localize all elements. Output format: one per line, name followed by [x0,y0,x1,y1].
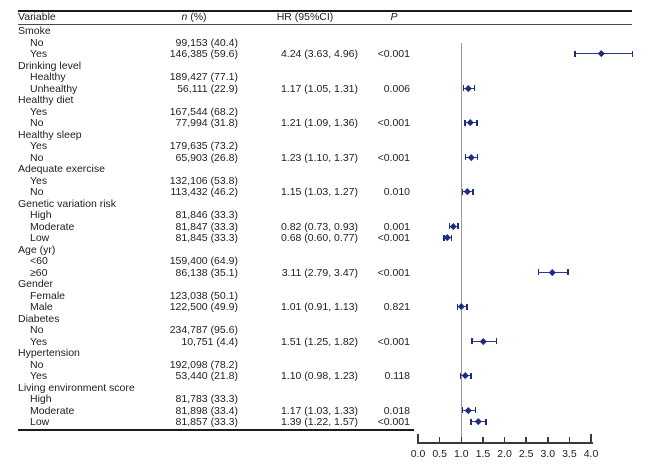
row-p-value [362,325,412,337]
row-n-value: 53,440 (21.8) [175,370,238,382]
error-bar-cap [462,189,464,195]
error-bar-cap [474,85,476,91]
error-bar-cap [471,338,473,344]
table-row [18,187,412,199]
row-label: Moderate [30,220,75,233]
row-hr-value: 3.11 (2.79, 3.47) [281,266,358,279]
row-n-value: 234,787 (95.6) [169,324,238,336]
row-n-value: 179,635 (73.2) [169,140,238,152]
row-hr-value [238,95,362,107]
row-label: No [30,186,44,198]
table-row [18,371,412,383]
row-hr-value [238,256,362,268]
row-p-value [362,141,412,153]
point-estimate-marker [462,372,468,378]
row-n-value [150,279,238,291]
axis-tick [504,437,506,442]
axis-tick [417,434,419,442]
error-bar [463,191,473,192]
row-label: <60 [30,255,48,267]
error-bar [471,421,486,422]
row-label: Yes [30,140,48,152]
row-hr-value: 1.21 (1.09, 1.36) [280,117,358,129]
row-label: High [30,209,52,221]
row-hr-value [238,279,362,291]
row-hr-value [238,383,362,395]
row-label: Genetic variation risk [18,197,117,210]
axis-tick [525,437,527,442]
point-estimate-marker [465,407,471,413]
table-header-row [18,11,412,24]
row-hr-value: 1.10 (0.98, 1.23) [280,370,358,382]
axis-tick [439,437,441,442]
row-label: Yes [30,48,48,60]
row-n-value: 86,138 (35.1) [175,266,238,279]
row-hr-value [238,130,362,142]
row-hr-value: 1.51 (1.25, 1.82) [280,335,358,348]
table-row [18,141,412,153]
point-estimate-marker [475,418,481,424]
table-row [18,394,412,406]
error-bar [444,237,451,238]
error-bar-cap [470,373,472,379]
group-row [18,26,412,38]
row-hr-value: 1.39 (1.22, 1.57) [280,416,358,428]
axis-tick [590,434,592,442]
axis-tick-label: 1.5 [475,448,491,460]
row-label: Male [30,301,53,313]
row-label: Healthy diet [18,94,74,106]
table-row [18,210,412,222]
error-bar-cap [632,51,634,57]
point-estimate-marker [458,303,464,309]
row-p-value: 0.006 [383,82,410,95]
row-hr-value [238,61,362,73]
axis-tick-label: 3.0 [540,448,556,460]
row-n-value: 167,544 (68.2) [169,105,238,118]
row-hr-value [238,199,362,211]
row-n-value: 65,903 (26.8) [175,151,238,164]
row-n-value: 132,106 (53.8) [169,174,238,187]
row-label: Yes [30,335,48,348]
error-bar-cap [485,419,487,425]
row-label: No [30,36,44,49]
error-bar-cap [465,154,467,160]
row-label: ≥60 [30,266,48,279]
row-n-value: 159,400 (64.9) [169,255,238,267]
row-n-value: 189,427 (77.1) [169,71,238,83]
row-p-value [362,26,412,38]
row-n-value: 81,845 (33.3) [175,232,238,244]
row-p-value: <0.001 [377,232,410,244]
error-bar [460,375,471,376]
row-hr-value [238,348,362,360]
axis-tick [547,437,549,442]
row-n-value: 81,846 (33.3) [175,209,238,221]
error-bar [463,88,474,89]
error-bar-cap [470,419,472,425]
row-p-value [362,245,412,257]
point-estimate-marker [464,188,470,194]
row-p-value: 0.821 [383,301,410,313]
point-estimate-marker [444,234,450,240]
error-bar [466,157,478,158]
row-hr-value [238,164,362,176]
row-hr-value [238,210,362,222]
error-bar-cap [464,120,466,126]
point-estimate-marker [549,269,555,275]
error-bar-cap [476,120,478,126]
axis-tick-label: 2.0 [497,448,512,460]
table-body [18,26,412,429]
error-bar-cap [574,51,576,57]
row-n-value: 99,153 (40.4) [175,36,238,49]
row-label: Yes [30,105,48,118]
row-n-value: 81,857 (33.3) [175,416,238,428]
row-hr-value [238,72,362,84]
row-p-value: <0.001 [377,48,410,60]
row-label: Adequate exercise [18,163,105,175]
row-hr-value [238,394,362,406]
row-p-value: <0.001 [377,266,410,279]
row-n-value: 56,111 (22.9) [177,82,238,95]
row-label: Drinking level [18,59,82,72]
error-bar-cap [457,223,459,229]
table-row [18,256,412,268]
table-header-rule [18,24,632,25]
axis-tick-label: 4.0 [583,448,599,460]
error-bar-cap [477,154,479,160]
row-p-value [362,348,412,360]
point-estimate-marker [468,154,474,160]
error-bar-cap [466,304,468,310]
row-label: Hypertension [18,347,80,359]
error-bar-cap [451,235,453,241]
row-n-value [150,164,238,176]
row-n-value: 81,898 (33.4) [175,404,238,417]
axis-tick-label: 0.5 [432,448,447,460]
row-label: No [30,358,44,371]
row-p-value [362,256,412,268]
error-bar-cap [443,235,445,241]
table-row [18,325,412,337]
row-p-value [362,394,412,406]
error-bar-cap [475,407,477,413]
error-bar-cap [449,223,451,229]
row-label: Age (yr) [18,243,56,256]
table-row [18,233,412,245]
error-bar-cap [538,269,540,275]
error-bar [457,306,467,307]
row-n-value: 10,751 (4.4) [181,335,238,348]
row-p-value: <0.001 [377,416,410,428]
row-n-value: 81,783 (33.3) [175,393,238,405]
group-row [18,279,412,291]
row-p-value [362,95,412,107]
row-hr-value: 1.23 (1.10, 1.37) [280,151,358,164]
group-row [18,164,412,176]
error-bar [463,410,476,411]
error-bar [575,53,633,54]
row-hr-value [238,325,362,337]
axis-tick-label: 2.5 [518,448,534,460]
row-p-value: 0.018 [383,404,410,417]
axis-tick-label: 0.0 [410,448,426,460]
row-n-value [150,348,238,360]
axis-tick [482,437,484,442]
row-hr-value: 4.24 (3.63, 4.96) [280,48,358,60]
row-label: Low [30,232,50,244]
row-p-value: <0.001 [377,151,410,164]
row-label: Low [30,416,50,428]
error-bar-cap [567,269,569,275]
table-row [18,417,412,429]
row-n-value: 123,038 (50.1) [169,289,238,302]
error-bar [450,226,459,227]
error-bar [472,341,497,342]
row-n-value [150,95,238,107]
table-row [18,49,412,61]
row-hr-value: 1.17 (1.05, 1.31) [280,82,358,95]
error-bar-cap [462,407,464,413]
group-row [18,348,412,360]
row-label: Diabetes [18,312,60,325]
row-p-value [362,314,412,326]
row-label: Unhealthy [30,82,78,95]
point-estimate-marker [480,338,486,344]
row-hr-value: 0.68 (0.60, 0.77) [280,232,358,244]
error-bar-cap [496,338,498,344]
table-row [18,84,412,96]
point-estimate-marker [467,119,473,125]
error-bar [539,272,568,273]
row-p-value: <0.001 [377,117,410,129]
error-bar-cap [457,304,459,310]
row-hr-value [238,314,362,326]
table-bottom-rule [18,429,414,431]
table-row [18,118,412,130]
row-label: Female [30,289,66,302]
error-bar-cap [463,85,465,91]
row-label: Living environment score [18,381,135,394]
point-estimate-marker [450,223,456,229]
point-estimate-marker [598,50,604,56]
row-p-value: 0.010 [383,186,410,198]
row-n-value: 77,994 (31.8) [175,117,238,129]
row-hr-value: 0.82 (0.73, 0.93) [280,220,358,233]
row-p-value: <0.001 [377,335,410,348]
x-axis [417,442,593,444]
row-p-value [362,210,412,222]
table-row [18,302,412,314]
row-hr-value: 1.15 (1.03, 1.27) [280,186,358,198]
row-hr-value: 1.01 (0.91, 1.13) [280,301,358,313]
row-p-value: 0.118 [384,370,410,382]
table-row [18,72,412,84]
row-p-value [362,72,412,84]
row-hr-value [238,141,362,153]
row-label: High [30,393,52,405]
axis-tick [569,437,571,442]
row-label: Yes [30,174,48,187]
row-n-value: 146,385 (59.6) [169,48,238,60]
row-p-value [362,130,412,142]
column-header-variable: Variable [18,11,56,23]
error-bar-cap [472,189,474,195]
row-label: Gender [18,278,54,290]
axis-tick-label: 3.5 [562,448,577,460]
row-n-value: 113,432 (46.2) [170,186,238,198]
row-hr-value [238,26,362,38]
column-header-n: n (%) [181,11,207,23]
row-n-value [150,26,238,38]
row-n-value: 122,500 (49.9) [169,301,238,313]
axis-tick [461,437,463,442]
row-hr-value: 1.17 (1.03, 1.33) [280,404,358,417]
error-bar-cap [460,373,462,379]
row-label: Yes [30,370,48,382]
table-row [18,268,412,280]
row-p-value [362,199,412,211]
row-p-value: 0.001 [383,220,410,233]
row-label: No [30,151,44,164]
group-row [18,95,412,107]
row-n-value: 81,847 (33.3) [175,220,238,233]
row-label: Moderate [30,404,75,417]
error-bar [465,122,477,123]
row-label: Healthy [30,71,66,83]
reference-line [461,43,463,442]
column-header-hr: HR (95%CI) [276,11,334,23]
row-p-value [362,61,412,73]
row-label: No [30,117,44,129]
point-estimate-marker [465,85,471,91]
row-label: Healthy sleep [18,128,82,141]
row-p-value [362,383,412,395]
row-label: Smoke [18,25,51,37]
row-label: No [30,324,44,336]
column-header-p: P [390,11,398,23]
row-hr-value [238,245,362,257]
row-p-value [362,279,412,291]
axis-tick-label: 1.0 [453,448,469,460]
row-n-value: 192,098 (78.2) [169,358,238,371]
row-p-value [362,164,412,176]
